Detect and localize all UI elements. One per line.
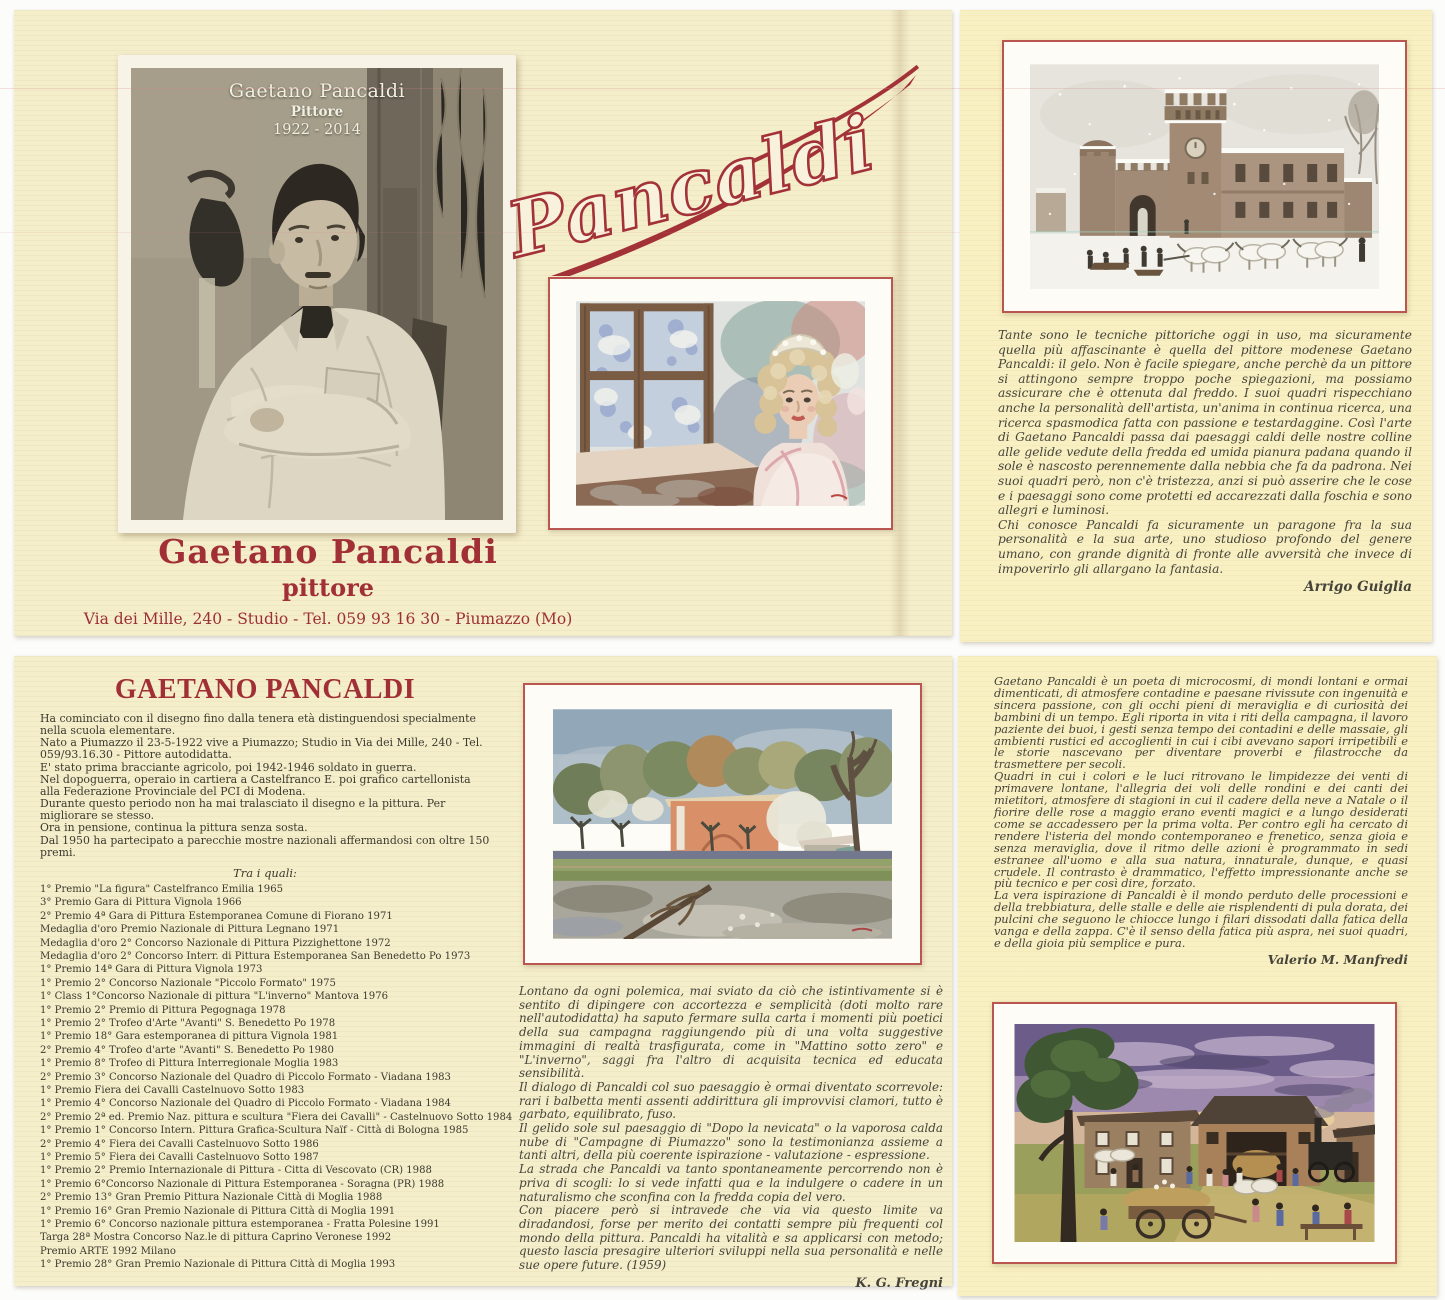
- cover-address: Via dei Mille, 240 - Studio - Tel. 059 93 16 30 - Piumazzo (Mo): [83, 610, 573, 628]
- paragraph: Ha cominciato con il disegno fino dalla tenera età distinguendosi specialmente nella scuola elementare.: [40, 712, 476, 738]
- fregni-paragraphs: [519, 985, 943, 1273]
- guiglia-signature: Arrigo Guiglia: [1304, 579, 1412, 596]
- paragraph: Il dialogo di Pancaldi col suo paesaggio è ormai diventato scorrevole: rari i balbetta menti assenti addirittura gli improvvisi clamori, tutto è garbato, equilibrato, fuso.: [519, 1079, 943, 1122]
- prize-item: 1° Premio 14ª Gara di Pittura Vignola 1973: [40, 964, 263, 976]
- guiglia-text: [998, 328, 1412, 595]
- prize-item: 1° Premio Fiera dei Cavalli Castelnuovo Sotto 1983: [40, 1084, 305, 1096]
- cover-title-block: [38, 532, 618, 628]
- bio-column: [40, 674, 513, 1272]
- prize-item: 1° Premio "La figura" Castelfranco Emilia 1965: [40, 883, 284, 895]
- prize-item: 2° Premio 4° Fiera dei Cavalli Castelnuovo Sotto 1986: [40, 1138, 319, 1150]
- prize-item: Medaglia d'oro 2° Concorso Interr. di Pittura Estemporanea San Benedetto Po 1973: [40, 950, 471, 962]
- prize-item: 1° Premio 16° Gran Premio Nazionale di Pittura Città di Moglia 1991: [40, 1205, 396, 1217]
- bio-title: GAETANO PANCALDI: [114, 674, 416, 705]
- paragraph: Dal 1950 ha partecipato a parecchie mostre nazionali affermandosi con oltre 150 premi.: [40, 833, 490, 859]
- guiglia-paragraphs: [998, 328, 1412, 576]
- prize-item: Premio ARTE 1992 Milano: [40, 1245, 176, 1257]
- paragraph: Quadri in cui i colori e le luci ritrovano le limpidezze dei venti di primavere lontane, l'allegria dei voli delle rondini e dei canti dei mietitori, atmosfere di stagioni in cui il cadere della neve a Natale o il fiorire delle rose a maggio erano eventi magici e a lungo desiderati come se accadessero per la prima volta. Per contro egli ha cercato di rendere l'isteria del mondo contemporaneo e frenetico, senza gioia e senza meraviglia, dove il ritmo delle azioni è programmato in sedi estranee all'uomo e alla sua natura, innaturale, dunque, e quasi crudele. Il contrasto è drammatico, l'effetto impressionante anche se più tecnico e per così dire, forzato.: [994, 769, 1408, 891]
- artwork-castle-snow: [1002, 40, 1407, 313]
- paragraph: Con piacere però si intravede che via via questo limite va diradandosi, forse per merito dei contatti sempre più frequenti col mondo della pittura. Pancaldi ha vitalità e sa applicarsi con metodo; questo lascia presagire ulteriori sviluppi nella sua personalità e nelle sue opere future. (1959): [519, 1203, 943, 1273]
- prize-item: 2° Premio 4ª Gara di Pittura Estemporanea Comune di Fiorano 1971: [40, 910, 393, 922]
- scan-artifact-line: [0, 88, 1445, 89]
- cover-artist-role: pittore: [282, 573, 374, 602]
- photo-caption-years: 1922 - 2014: [273, 121, 361, 138]
- prize-item: 1° Premio 6°Concorso Nazionale di Pittura Estemporanea - Soragna (PR) 1988: [40, 1178, 445, 1190]
- artwork-winter-window-art: [576, 301, 865, 506]
- scan-artifact-line: [0, 232, 960, 233]
- artist-signature: [484, 56, 950, 276]
- prize-item: Targa 28ª Mostra Concorso Naz.le di pittura Caprino Veronese 1992: [40, 1232, 392, 1244]
- prize-item: Medaglia d'oro Premio Nazionale di Pittura Legnano 1971: [40, 924, 340, 936]
- prize-item: 2° Premio 4° Trofeo d'arte "Avanti" S. Benedetto Po 1980: [40, 1044, 334, 1056]
- prize-item: Medaglia d'oro 2° Concorso Nazionale di Pittura Pizzighettone 1972: [40, 937, 391, 949]
- paragraph: La vera ispirazione di Pancaldi è il mondo perduto delle processioni e della trebbiatura, delle stalle e delle aie risplendenti di pula dorata, dei pulcini che seguono le chiocce lungo i filari dissodati dalla fatica della vanga e della zappa. C'è il senso della fatica più aspra, nei suoi quadri, e della gioia più semplice e pura.: [994, 888, 1408, 950]
- prize-item: 1° Premio 4° Concorso Nazionale del Quadro di Piccolo Formato - Viadana 1984: [40, 1098, 451, 1110]
- prize-item: 1° Class 1°Concorso Nazionale di pittura "L'inverno" Mantova 1976: [40, 991, 389, 1003]
- artwork-castle-snow-art: [1030, 64, 1379, 289]
- prize-item: 1° Premio 6° Concorso nazionale pittura estemporanea - Fratta Polesine 1991: [40, 1219, 440, 1231]
- prize-item: 1° Premio 8° Trofeo di Pittura Interregionale Moglia 1983: [40, 1058, 339, 1070]
- panel-manfredi: [958, 656, 1437, 1296]
- panel-guiglia: [960, 10, 1432, 642]
- paragraph: Nato a Piumazzo il 23-5-1922 vive a Piumazzo; Studio in Via dei Mille, 240 - Tel. 059/93.16.30 - Pittore autodidatta.: [40, 736, 483, 762]
- portrait-photo: [118, 55, 516, 533]
- prize-list: [40, 883, 513, 1272]
- manfredi-signature: Valerio M. Manfredi: [1267, 951, 1408, 967]
- prize-item: 1° Premio 18° Gara estemporanea di pittura Vignola 1981: [40, 1031, 339, 1043]
- prize-item: 2° Premio 2ª ed. Premio Naz. pittura e scultura "Fiera dei Cavalli" - Castelnuovo Sotto 1984: [40, 1111, 513, 1123]
- signature-text: Pancaldi: [498, 97, 884, 275]
- artwork-landscape: [523, 683, 922, 965]
- photo-caption-role: Pittore: [290, 103, 344, 120]
- artwork-farm-scene-art: [1014, 1024, 1375, 1242]
- prize-item: 1° Premio 2° Concorso Nazionale "Piccolo Formato" 1975: [40, 977, 336, 989]
- paragraph: Tante sono le tecniche pittoriche oggi in uso, ma sicuramente quella più affascinante è quella del pittore modenese Gaetano Pancaldi: il gelo. Non è facile spiegare, anche perchè da un pittore si attingono sempre troppo poche spiegazioni, ma possiamo assicurare che è ottenuta dal freddo. I suoi quadri rispecchiano anche la personalità dell'artista, un'anima in continua ricerca, una ricerca spasmodica fatta con passione e testardaggine. Così l'arte di Gaetano Pancaldi passa dai paesaggi caldi delle nostre colline alle gelide vedute della fredda ed umida pianura padana quando il sole è nascosto perennemente dalla nebbia che fa da padrona. Nei suoi quadri però, non c'è tristezza, anzi si può asserire che le cose e i paesaggi sono come protetti ed accarezzati dalla foschia e sono allegri e luminosi.: [998, 328, 1412, 518]
- paragraph: Nel dopoguerra, operaio in cartiera a Castelfranco E. poi grafico cartellonista alla Federazione Provinciale del PCI di Modena.: [40, 772, 471, 798]
- fregni-signature: K. G. Fregni: [855, 1275, 943, 1291]
- prize-item: 3° Premio Gara di Pittura Vignola 1966: [40, 897, 242, 909]
- prizes-intro: Tra i quali:: [233, 865, 297, 880]
- paragraph: Lontano da ogni polemica, mai sviato da ciò che istintivamente si è sentito di dipingere con accortezza e semplicità (doti molto rare nell'autodidatta) ha saputo fermare sulla carta i momenti più poetici della sua campagna raggiungendo più di una volta suggestive immagini di realtà trasfigurata, come in "Mattino sotto zero" e "L'inverno", saggi fra l'altro di acquisita tecnica ed educata sensibilità.: [519, 984, 943, 1081]
- photo-caption-name: Gaetano Pancaldi: [228, 80, 406, 102]
- panel-bio: [14, 656, 952, 1291]
- prize-item: 1° Premio 1° Concorso Intern. Pittura Grafica-Scultura Naïf - Città di Bologna 1985: [40, 1125, 469, 1137]
- paragraph: Chi conosce Pancaldi fa sicuramente un paragone fra la sua personalità e la sua arte, uno studioso profondo del genere umano, con grande dignità di fronte alle avversità che invece di impoverirlo gli allargano la fantasia.: [998, 517, 1412, 576]
- artwork-farm-scene: [992, 1002, 1397, 1264]
- fregni-text: [519, 985, 943, 1290]
- prize-item: 1° Premio 5° Fiera dei Cavalli Castelnuovo Sotto 1987: [40, 1152, 319, 1163]
- manfredi-paragraphs: [994, 676, 1408, 950]
- paragraph: E' stato prima bracciante agricolo, poi 1942-1946 soldato in guerra.: [40, 760, 417, 774]
- cover-artist-name: Gaetano Pancaldi: [158, 532, 498, 571]
- paragraph: La strada che Pancaldi va tanto spontaneamente percorrendo non è priva di scogli: lo si vede infatti qua e la indulgere o cadere in un naturalismo che sconfina con la fredda copia del vero.: [519, 1162, 943, 1204]
- paragraph: Durante questo periodo non ha mai tralasciato il disegno e la pittura. Per migliorare se stesso.: [40, 797, 446, 823]
- paragraph: Il gelido sole sul paesaggio di "Dopo la nevicata" o la vaporosa calda nube di "Campagne di Piumazzo" sono la testimonianza assieme a tanti altri, della più coerente ispirazione - valutazione - espressione.: [519, 1121, 943, 1163]
- bio-paragraphs: [40, 713, 490, 859]
- panel-cover: [14, 10, 952, 636]
- paragraph: Gaetano Pancaldi è un poeta di microcosmi, di mondi lontani e ormai dimenticati, di atmosfere contadine e paesane rivissute con ingenuità e sincera passione, con gli occhi pieni di meraviglia e di curiosità dei bambini di un tempo. Egli riporta in vita i riti della campagna, il lavoro paziente dei buoi, i gesti senza tempo dei contadini e delle massaie, gli ambienti rustici ed accoglienti in cui i cibi avevano sapori irripetibili e le storie nascevano per diventare proverbi e filastrocche da trasmettere per secoli.: [994, 674, 1408, 772]
- paragraph: Ora in pensione, continua la pittura senza sosta.: [40, 821, 308, 835]
- prize-item: 2° Premio 3° Concorso Nazionale del Quadro di Piccolo Formato - Viadana 1983: [40, 1071, 451, 1083]
- prize-item: 1° Premio 2° Premio di Pittura Pegognaga 1978: [40, 1004, 286, 1016]
- prize-item: 1° Premio 2° Trofeo d'Arte "Avanti" S. Benedetto Po 1978: [40, 1017, 336, 1029]
- manfredi-text: [994, 676, 1408, 966]
- prize-item: 2° Premio 13° Gran Premio Pittura Nazionale Città di Moglia 1988: [40, 1192, 383, 1204]
- prize-item: 1° Premio 2° Premio Internazionale di Pittura - Citta di Vescovato (CR) 1988: [40, 1165, 432, 1177]
- artwork-landscape-art: [553, 709, 892, 939]
- artwork-winter-window: [548, 277, 893, 530]
- prize-item: 1° Premio 28° Gran Premio Nazionale di Pittura Città di Moglia 1993: [40, 1259, 396, 1271]
